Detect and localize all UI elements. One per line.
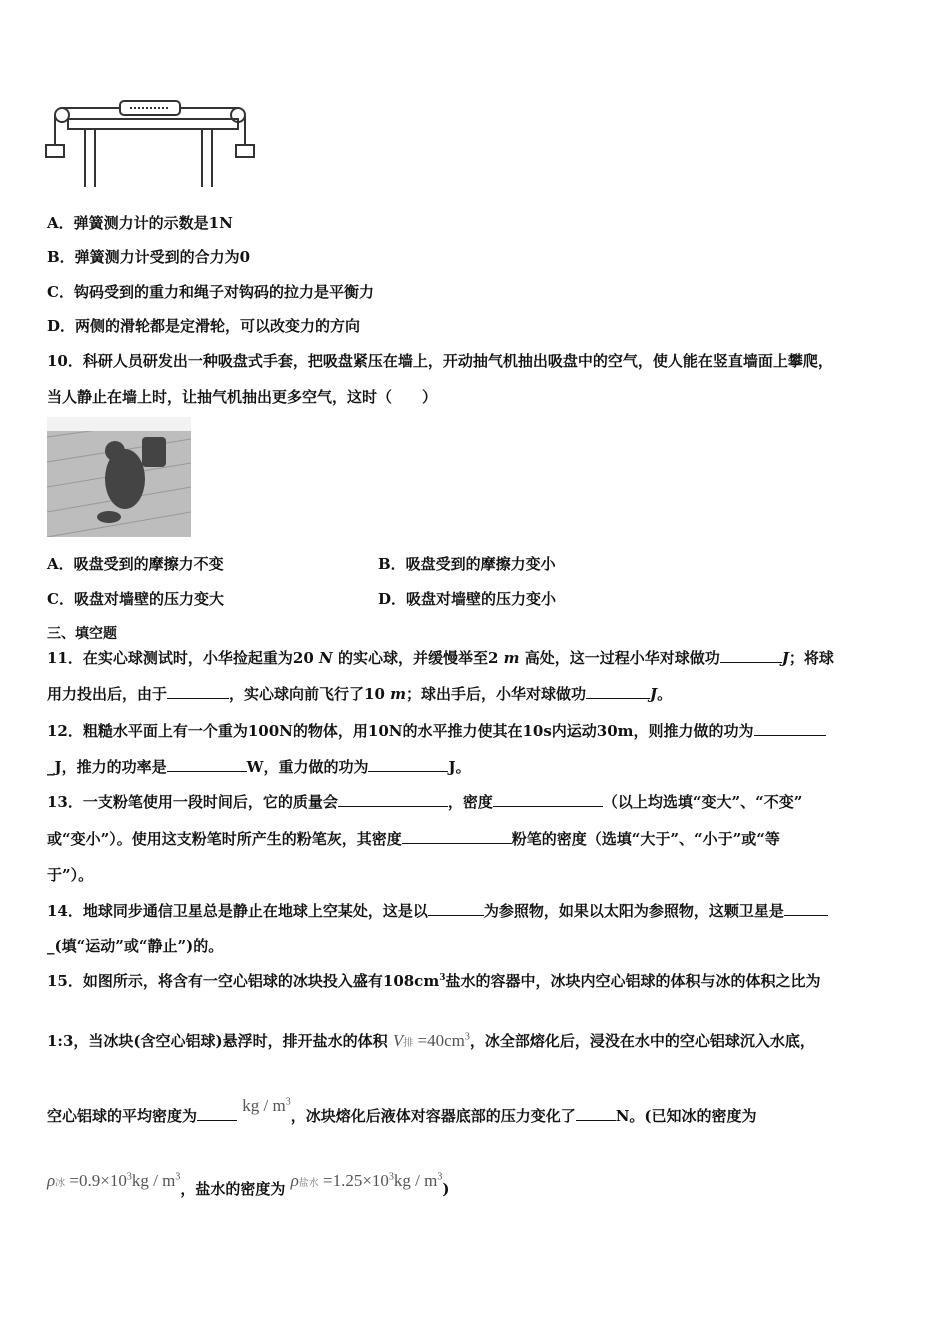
q10-option-a: A．吸盘受到的摩擦力不变 bbox=[47, 555, 224, 573]
pulley-spring-balance-figure bbox=[40, 95, 260, 195]
q10-option-c: C．吸盘对墙壁的压力变大 bbox=[47, 590, 224, 608]
q15-blank-1[interactable] bbox=[197, 1106, 237, 1121]
q11-line2: 用力投出后，由于 ，实心球向前飞行了10 m；球出手后，小华对球做功 J。 bbox=[47, 685, 673, 703]
q13-line2: 或“变小”）。使用这支粉笔时所产生的粉笔灰，其密度 粉笔的密度（选填“大于”、“小于”或“等 bbox=[47, 830, 780, 848]
q9-option-c: C．钩码受到的重力和绳子对钩码的拉力是平衡力 bbox=[47, 283, 374, 301]
q12-blank-3[interactable] bbox=[368, 757, 448, 772]
q15-line2: 1:3，当冰块(含空心铝球)悬浮时，排开盐水的体积 V排 $=40cm^3$，冰全部熔化后，浸没在水中的空心铝球沉入水底， bbox=[47, 1031, 815, 1050]
q11-blank-2[interactable] bbox=[167, 684, 229, 699]
q13-blank-1[interactable] bbox=[338, 792, 448, 807]
q10-stem-line1: 10．科研人员研发出一种吸盘式手套，把吸盘紧压在墙上，开动抽气机抽出吸盘中的空气，使人能在竖直墙面上攀爬， bbox=[47, 352, 833, 370]
q12-line2: _J，推力的功率是 W，重力做的功为 J。 bbox=[47, 758, 471, 776]
formula-saltwater-density: ρ盐水 $=1.25\times 10^3kg / m^3$ bbox=[290, 1171, 443, 1190]
q15-line1: 15．如图所示，将含有一空心铝球的冰块投入盛有$108cm^3$盐水的容器中，冰块内空心铝球的体积与冰的体积之比为 bbox=[47, 972, 821, 990]
q10-option-d: D．吸盘对墙壁的压力变小 bbox=[378, 590, 557, 608]
q15-line3: 空心铝球的平均密度为 kg / $m^3$，冰块熔化后液体对容器底部的压力变化了 N。(已知冰的密度为 bbox=[47, 1096, 757, 1125]
q12-line1: 12．粗糙水平面上有一个重为100N的物体，用10N的水平推力使其在10s内运动30m，则推力做的功为 bbox=[47, 720, 826, 741]
section-fill-in-blank-title: 三、填空题 bbox=[47, 626, 117, 642]
formula-displaced-volume: V排 $=40cm^3$ bbox=[392, 1031, 470, 1050]
q14-blank-1[interactable] bbox=[428, 901, 484, 916]
q11-line1: 11．在实心球测试时，小华捡起重为20 N 的实心球，并缓慢举至2 m 高处，这一过程小华对球做功 J；将球 bbox=[47, 649, 834, 667]
q10-stem-line2: 当人静止在墙上时，让抽气机抽出更多空气，这时（ ） bbox=[47, 388, 438, 406]
q10-option-b: B．吸盘受到的摩擦力变小 bbox=[378, 555, 556, 573]
q9-option-d: D．两侧的滑轮都是定滑轮，可以改变力的方向 bbox=[47, 317, 361, 335]
q12-blank-1[interactable] bbox=[754, 721, 826, 736]
wall-climbing-photo bbox=[47, 417, 191, 537]
q15-blank-2[interactable] bbox=[576, 1106, 616, 1121]
q11-blank-1[interactable] bbox=[720, 648, 782, 663]
q13-blank-2[interactable] bbox=[493, 792, 603, 807]
q14-line1: 14．地球同步通信卫星总是静止在地球上空某处，这是以 为参照物，如果以太阳为参照物，这颗卫星是 bbox=[47, 900, 828, 921]
unit-density: kg / $m^3$ bbox=[242, 1096, 291, 1115]
formula-ice-density: ρ冰 $=0.9\times 10^3kg / m^3$ bbox=[47, 1171, 181, 1190]
q12-blank-2[interactable] bbox=[167, 757, 247, 772]
q14-line2: _(填“运动”或“静止”)的。 bbox=[47, 937, 224, 955]
q11-blank-3[interactable] bbox=[586, 684, 650, 699]
q13-line1: 13．一支粉笔使用一段时间后，它的质量会 ，密度 （以上均选填“变大”、“不变” bbox=[47, 793, 803, 811]
q9-option-b: B．弹簧测力计受到的合力为0 bbox=[47, 248, 251, 266]
q13-blank-3[interactable] bbox=[402, 829, 512, 844]
q13-line3: 于”）。 bbox=[47, 866, 94, 884]
q14-blank-2[interactable] bbox=[784, 901, 828, 916]
q15-line4: ρ冰 $=0.9\times 10^3kg / m^3$，盐水的密度为 ρ盐水 $=1.25\times 10^3kg / m^3$) bbox=[47, 1171, 450, 1198]
q9-option-a: A．弹簧测力计的示数是1N bbox=[47, 214, 233, 232]
